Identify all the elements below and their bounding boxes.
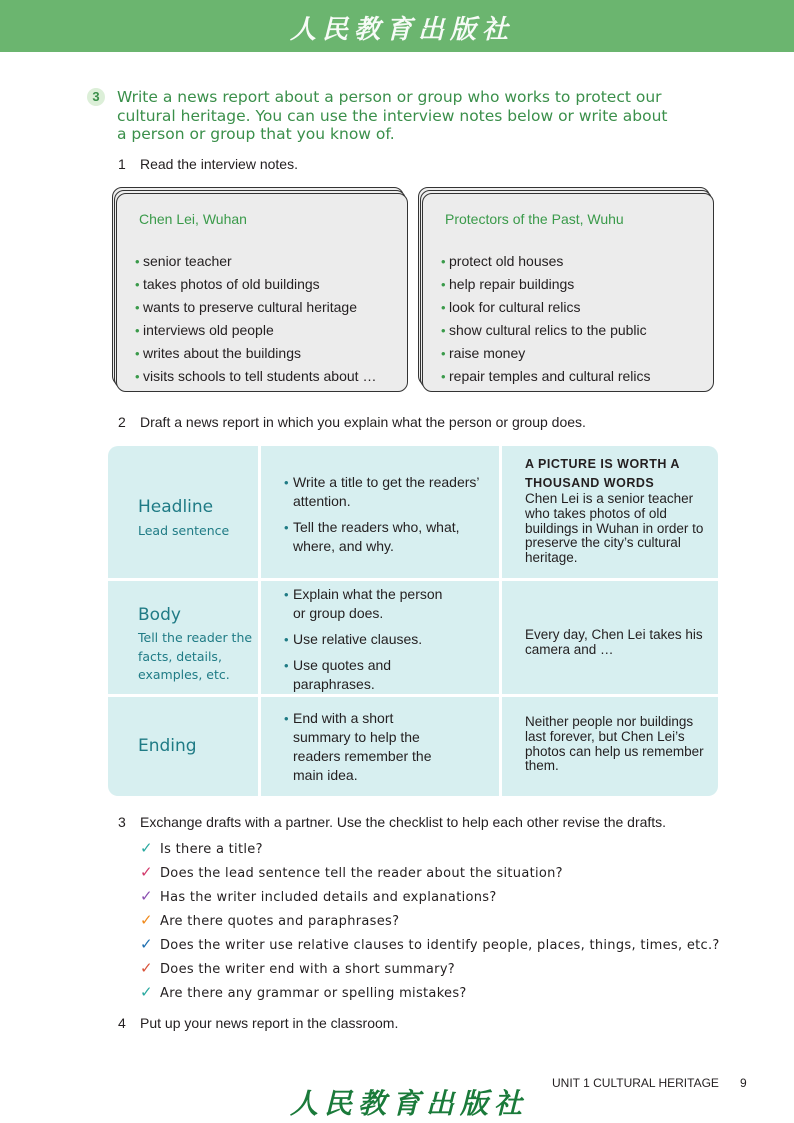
tip-item: • Use relative clauses. bbox=[284, 631, 423, 647]
bullet-icon: • bbox=[135, 323, 140, 338]
tip-item: • Use quotes and paraphrases. bbox=[284, 657, 392, 692]
bullet-icon: • bbox=[284, 658, 289, 673]
tips-list bbox=[284, 473, 494, 563]
bullet-icon: • bbox=[135, 277, 140, 292]
check-mark-icon: ✓ bbox=[140, 935, 153, 953]
note-item: • protect old houses bbox=[441, 250, 651, 273]
bullet-icon: • bbox=[441, 323, 446, 338]
bullet-icon: • bbox=[284, 587, 289, 602]
step-text: Put up your news report in the classroom. bbox=[140, 1015, 399, 1031]
note-item: • takes photos of old buildings bbox=[135, 273, 376, 296]
tip-item: • Explain what the person or group does. bbox=[284, 586, 443, 621]
tips-list bbox=[284, 585, 444, 701]
step-2 bbox=[118, 414, 586, 430]
note-item: • help repair buildings bbox=[441, 273, 651, 296]
note-item: • writes about the buildings bbox=[135, 342, 376, 365]
section-subtitle: Lead sentence bbox=[138, 523, 230, 538]
publisher-logo-top: 人民教育出版社 bbox=[290, 15, 515, 45]
bullet-icon: • bbox=[441, 369, 446, 384]
step-text: Draft a news report in which you explain what the person or group does. bbox=[140, 414, 586, 430]
example-ending: Neither people nor buildings last forever, but Chen Lei’s photos can help us remember them. bbox=[525, 714, 704, 774]
tip-item: • Tell the readers who, what, where, and why. bbox=[284, 519, 460, 554]
table-divider bbox=[499, 446, 502, 796]
section-subtitle: Tell the reader the facts, details, examples, etc. bbox=[138, 630, 253, 682]
note-item: • interviews old people bbox=[135, 319, 376, 342]
step-number: 2 bbox=[118, 414, 126, 430]
step-number: 1 bbox=[118, 156, 126, 172]
step-3 bbox=[118, 814, 666, 830]
step-text: Exchange drafts with a partner. Use the checklist to help each other revise the drafts. bbox=[140, 814, 667, 830]
check-mark-icon: ✓ bbox=[140, 983, 153, 1001]
bullet-icon: • bbox=[135, 346, 140, 361]
card-title: Protectors of the Past, Wuhu bbox=[445, 211, 624, 227]
bullet-icon: • bbox=[284, 632, 289, 647]
note-item: • senior teacher bbox=[135, 250, 376, 273]
step-4 bbox=[118, 1015, 398, 1031]
section-title-body: Body bbox=[138, 605, 181, 625]
card-notes-list bbox=[135, 250, 376, 388]
step-text: Read the interview notes. bbox=[140, 156, 298, 172]
card-front bbox=[422, 193, 714, 392]
card-front bbox=[116, 193, 408, 392]
note-card-protectors bbox=[418, 187, 712, 391]
checklist-item: ✓ Does the lead sentence tell the reader about the situation? bbox=[140, 863, 563, 881]
page-number: 9 bbox=[740, 1076, 747, 1090]
checklist-item: ✓ Is there a title? bbox=[140, 839, 263, 857]
unit-footer: UNIT 1 CULTURAL HERITAGE bbox=[552, 1076, 719, 1090]
task-number-badge: 3 bbox=[87, 88, 105, 106]
table-divider bbox=[258, 446, 261, 796]
checklist-item: ✓ Has the writer included details and explanations? bbox=[140, 887, 497, 905]
bullet-icon: • bbox=[135, 369, 140, 384]
step-number: 4 bbox=[118, 1015, 126, 1031]
note-item: • repair temples and cultural relics bbox=[441, 365, 651, 388]
note-item: • wants to preserve cultural heritage bbox=[135, 296, 376, 319]
step-number: 3 bbox=[118, 814, 126, 830]
tip-item: • End with a short summary to help the readers remember the main idea. bbox=[284, 710, 432, 783]
note-item: • look for cultural relics bbox=[441, 296, 651, 319]
task-title: Write a news report about a person or group who works to protect our cultural heritage. You can use the interview notes below or write about a person or group that you know of. bbox=[117, 88, 668, 143]
example-text: Chen Lei is a senior teacher who takes photos of old buildings in Wuhan in order to preserve the city’s cultural heritage. bbox=[525, 491, 704, 566]
check-mark-icon: ✓ bbox=[140, 911, 153, 929]
note-card-chen-lei bbox=[112, 187, 406, 391]
bullet-icon: • bbox=[441, 277, 446, 292]
bullet-icon: • bbox=[441, 346, 446, 361]
check-mark-icon: ✓ bbox=[140, 863, 153, 881]
checklist-item: ✓ Are there any grammar or spelling mistakes? bbox=[140, 983, 467, 1001]
bullet-icon: • bbox=[135, 254, 140, 269]
section-title-headline: Headline bbox=[138, 497, 214, 517]
step-1 bbox=[118, 156, 298, 172]
note-item: • visits schools to tell students about … bbox=[135, 365, 376, 388]
checklist-item: ✓ Does the writer use relative clauses to identify people, places, things, times, etc.? bbox=[140, 935, 720, 953]
section-title-ending: Ending bbox=[138, 736, 197, 756]
bullet-icon: • bbox=[135, 300, 140, 315]
tips-list bbox=[284, 709, 444, 792]
table-divider bbox=[108, 578, 718, 581]
bullet-icon: • bbox=[284, 711, 289, 726]
bullet-icon: • bbox=[441, 300, 446, 315]
check-mark-icon: ✓ bbox=[140, 839, 153, 857]
note-item: • show cultural relics to the public bbox=[441, 319, 651, 342]
card-notes-list bbox=[441, 250, 651, 388]
check-mark-icon: ✓ bbox=[140, 959, 153, 977]
bullet-icon: • bbox=[441, 254, 446, 269]
report-structure-table bbox=[108, 446, 718, 796]
example-body: Every day, Chen Lei takes his camera and … bbox=[525, 627, 703, 657]
example-heading: A PICTURE IS WORTH A THOUSAND WORDS bbox=[525, 457, 680, 490]
revision-checklist bbox=[140, 839, 720, 1007]
checklist-item: ✓ Does the writer end with a short summary? bbox=[140, 959, 456, 977]
card-title: Chen Lei, Wuhan bbox=[139, 211, 247, 227]
publisher-logo-bottom: 人民教育出版社 bbox=[290, 1087, 529, 1120]
example-headline bbox=[525, 455, 705, 566]
tip-item: • Write a title to get the readers’ attention. bbox=[284, 474, 479, 509]
checklist-item: ✓ Are there quotes and paraphrases? bbox=[140, 911, 400, 929]
bullet-icon: • bbox=[284, 475, 289, 490]
note-item: • raise money bbox=[441, 342, 651, 365]
bullet-icon: • bbox=[284, 520, 289, 535]
check-mark-icon: ✓ bbox=[140, 887, 153, 905]
